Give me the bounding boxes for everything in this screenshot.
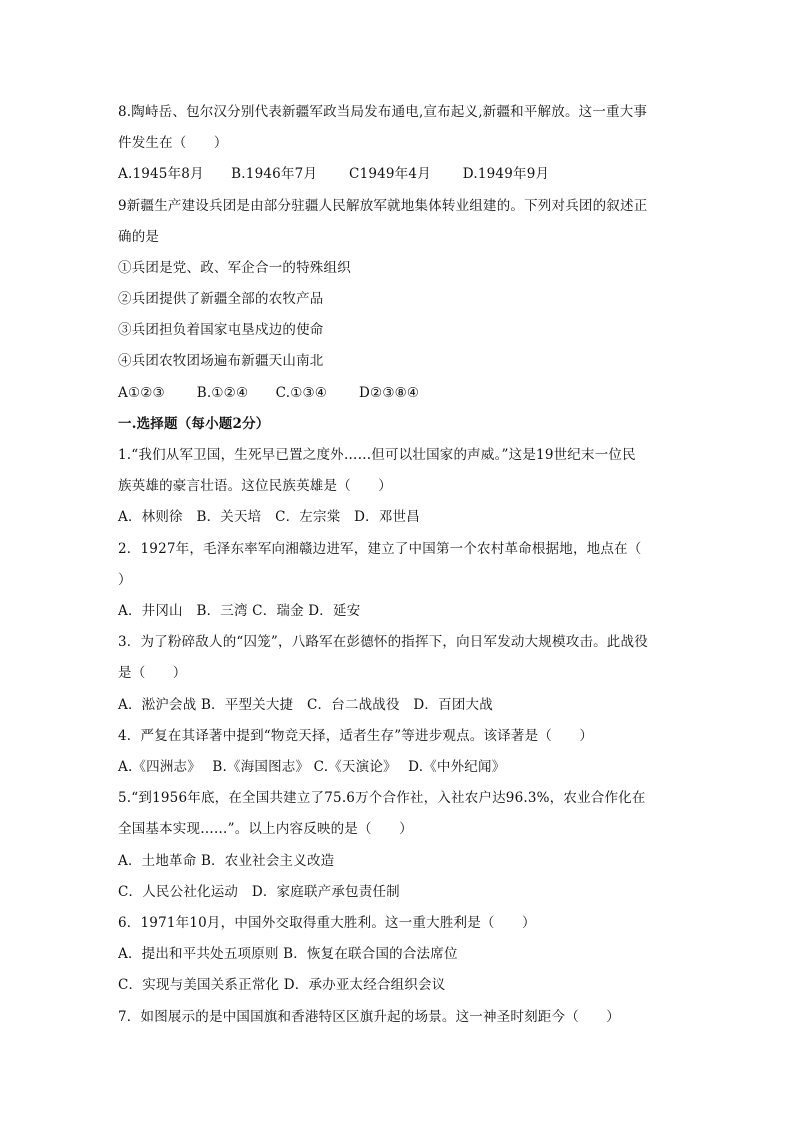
question-8-stem-line-1: 8.陶峙岳、包尔汉分别代表新疆军政当局发布通电,宣布起义,新疆和平解放。这一重大事 xyxy=(118,104,648,120)
question-8-stem-line-2: 件发生在（ ） xyxy=(118,135,228,151)
question-9-stem-line-2: 确的是 xyxy=(118,229,160,245)
question-1-stem-line-2: 族英雄的豪言壮语。这位民族英雄是（ ） xyxy=(118,478,392,494)
question-2-options: A．井冈山 B．三湾 C．瑞金 D．延安 xyxy=(118,603,361,619)
question-1-stem-line-1: 1.“我们从军卫国，生死早已置之度外……但可以壮国家的声威。”这是19世纪末一位民 xyxy=(118,447,636,463)
question-2-stem-line-1: 2．1927年，毛泽东率军向湘赣边进军，建立了中国第一个农村革命根据地，地点在（ xyxy=(118,541,642,557)
question-3-stem-line-2: 是（ ） xyxy=(118,665,187,681)
question-9-statement-3: ③兵团担负着国家屯垦戍边的使命 xyxy=(118,322,324,338)
question-6-options-line-1: A．提出和平共处五项原则 B．恢复在联合国的合法席位 xyxy=(118,946,458,962)
question-3-options: A．淞沪会战 B．平型关大捷 C．台二战战役 D．百团大战 xyxy=(118,697,493,713)
question-9-statement-1: ①兵团是党、政、军企合一的特殊组织 xyxy=(118,260,351,276)
question-5-stem-line-1: 5.“到1956年底，在全国共建立了75.6万个合作社，入社农户达96.3%，农业合作化在 xyxy=(118,790,646,806)
question-8-options: A.1945年8月 B.1946年7月 C1949年4月 D.1949年9月 xyxy=(118,166,550,182)
question-9-statement-4: ④兵团农牧团场遍布新疆天山南北 xyxy=(118,353,324,369)
question-6-stem: 6．1971年10月，中国外交取得重大胜利。这一重大胜利是（ ） xyxy=(118,915,536,931)
question-6-options-line-2: C．实现与美国关系正常化 D．承办亚太经合组织会议 xyxy=(118,977,446,993)
section-heading: 一.选择题（每小题2分） xyxy=(118,416,270,432)
question-5-options-line-2: C．人民公社化运动 D．家庭联产承包责任制 xyxy=(118,884,400,900)
question-5-options-line-1: A．土地革命 B．农业社会主义改造 xyxy=(118,853,335,869)
question-1-options: A．林则徐 B．关天培 C．左宗棠 D．邓世昌 xyxy=(118,509,420,525)
question-2-stem-line-2: ） xyxy=(118,572,132,588)
question-3-stem-line-1: 3．为了粉碎敌人的“囚笼”，八路军在彭德怀的指挥下，向日军发动大规模攻击。此战役 xyxy=(118,634,648,650)
question-9-statement-2: ②兵团提供了新疆全部的农牧产品 xyxy=(118,291,324,307)
question-4-options: A.《四洲志》 B.《海国图志》 C.《天演论》 D.《中外纪闻》 xyxy=(118,759,506,775)
question-4-stem: 4．严复在其译著中提到“物竞天择，适者生存”等进步观点。该译著是（ ） xyxy=(118,728,594,744)
question-7-stem: 7．如图展示的是中国国旗和香港特区区旗升起的场景。这一神圣时刻距今（ ） xyxy=(118,1009,620,1025)
question-5-stem-line-2: 全国基本实现……”。以上内容反映的是（ ） xyxy=(118,821,413,837)
question-9-options: A①②③ B.①②④ C.①③④ D②③⑧④ xyxy=(118,385,420,401)
question-9-stem-line-1: 9新疆生产建设兵团是由部分驻疆人民解放军就地集体转业组建的。下列对兵团的叙述正 xyxy=(118,198,648,214)
